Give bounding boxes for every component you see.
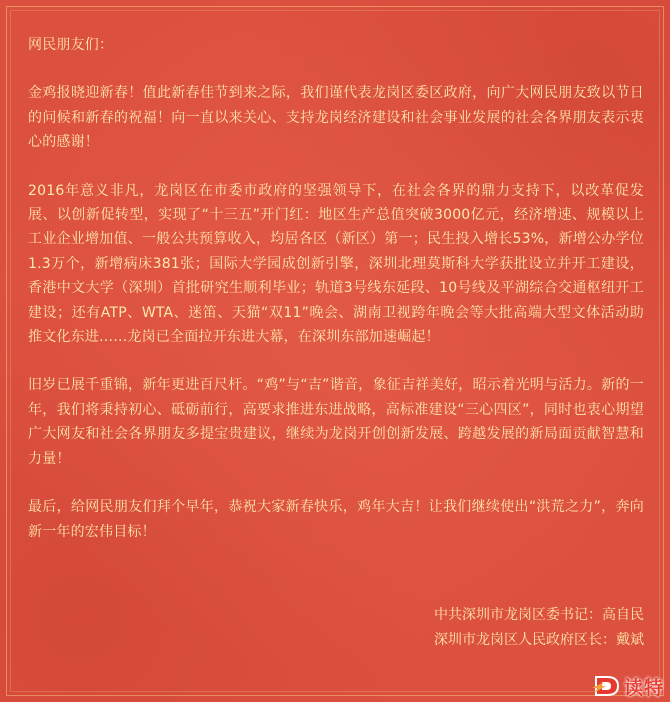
letter-paragraph-3: 旧岁已展千重锦，新年更进百尺杆。“鸡”与“吉”谐音，象征吉祥美好，昭示着光明与活力。新的一年，我们将秉持初心、砥砺前行，高要求推进东进战略，高标准建设“三心四区”，同时也衷心期望广大网友和社会各界朋友多提宝贵建议，继续为龙岗开创创新发展、跨越发展的新局面贡献智慧和力量！ [28,377,644,467]
dute-logo-icon [592,673,622,699]
letter-paragraph-2: 2016年意义非凡，龙岗区在市委市政府的坚强领导下，在社会各界的鼎力支持下，以改革促发展、以创新促转型，实现了“十三五”开门红：地区生产总值突破3000亿元，经济增速、规模以上工业企业增加值、一般公共预算收入，均居各区（新区）第一；民生投入增长53%，新增公办学位1.3万个，新增病床381张；国际大学园成创新引擎，深圳北理莫斯科大学获批设立并开工建设，香港中文大学（深圳）首批研究生顺利毕业；轨道3号线东延段、10号线及平湖综合交通枢纽开工建设；还有ATP、WTA、迷笛、天猫“双11”晚会、湖南卫视跨年晚会等大批高端大型文体活动助推文化东进……龙岗已全面拉开东进大幕，在深圳东部加速崛起！ [28,182,644,346]
letter-paragraph-4: 最后，给网民朋友们拜个早年，恭祝大家新春快乐，鸡年大吉！让我们继续使出“洪荒之力”，奔向新一年的宏伟目标！ [28,499,644,540]
letter-signature [434,603,644,653]
letter-paragraph-1: 金鸡报晓迎新春！值此新春佳节到来之际，我们谨代表龙岗区委区政府，向广大网民朋友致以节日的问候和新春的祝福！向一直以来关心、支持龙岗经济建设和社会事业发展的社会各界朋友表示衷心的感谢！ [28,85,644,151]
watermark [592,672,664,700]
signature-line-party-secretary: 中共深圳市龙岗区委书记：高自民 [434,607,644,623]
letter-greeting: 网民朋友们： [28,37,114,53]
signature-line-district-mayor: 深圳市龙岗区人民政府区长：戴斌 [434,632,644,648]
letter-body [28,33,644,568]
watermark-text: 读特 [623,676,664,699]
